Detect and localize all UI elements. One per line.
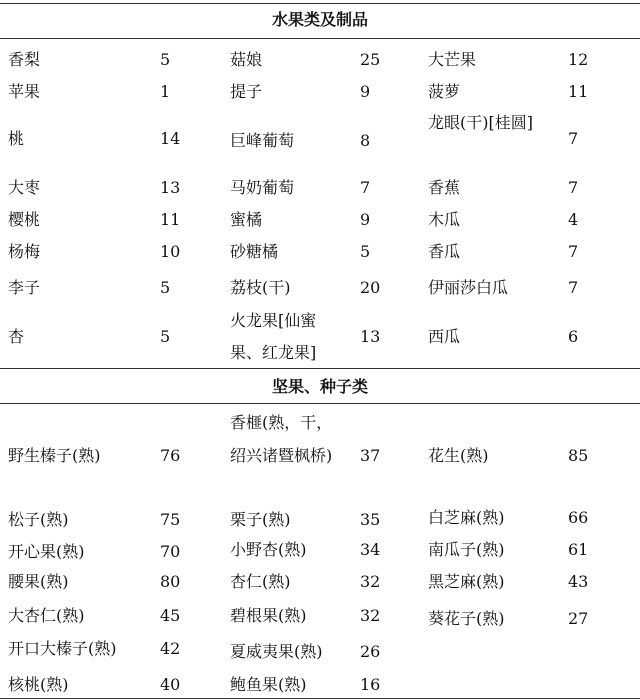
food-name: 杏 xyxy=(8,327,25,346)
food-value: 16 xyxy=(360,675,381,694)
food-value: 7 xyxy=(568,278,579,297)
food-value: 66 xyxy=(568,508,589,527)
food-value: 11 xyxy=(568,82,589,101)
food-value: 25 xyxy=(360,50,381,69)
food-name: 苹果 xyxy=(8,82,41,101)
food-name: 提子 xyxy=(230,82,263,101)
food-value: 27 xyxy=(568,609,589,628)
food-name: 荔枝(干) xyxy=(230,278,291,297)
food-name: 小野杏(熟) xyxy=(230,540,307,559)
food-name: 大芒果 xyxy=(428,50,477,69)
food-value: 32 xyxy=(360,606,381,625)
food-value: 26 xyxy=(360,642,381,661)
food-value: 76 xyxy=(160,446,181,465)
food-value: 80 xyxy=(160,572,181,591)
food-value: 8 xyxy=(360,131,371,150)
food-value: 70 xyxy=(160,542,181,561)
food-value: 4 xyxy=(568,210,579,229)
food-name: 杨梅 xyxy=(8,242,41,261)
food-name: 葵花子(熟) xyxy=(428,609,505,628)
food-name: 腰果(熟) xyxy=(8,572,69,591)
section-rule xyxy=(0,38,640,39)
food-value: 40 xyxy=(160,675,181,694)
food-name: 菇娘 xyxy=(230,50,263,69)
food-value: 45 xyxy=(160,606,181,625)
food-name: 开心果(熟) xyxy=(8,542,85,561)
food-name: 白芝麻(熟) xyxy=(428,508,505,527)
food-name: 马奶葡萄 xyxy=(230,178,295,197)
food-value: 10 xyxy=(160,242,181,261)
section-title-nuts: 坚果、种子类 xyxy=(271,377,368,396)
food-name: 伊丽莎白瓜 xyxy=(428,278,509,297)
food-value: 14 xyxy=(160,129,181,148)
food-value: 5 xyxy=(160,50,171,69)
food-value: 1 xyxy=(160,82,171,101)
food-value: 7 xyxy=(568,178,579,197)
food-value: 9 xyxy=(360,210,371,229)
food-value: 7 xyxy=(568,129,579,148)
food-name: 西瓜 xyxy=(428,327,461,346)
food-name: 杏仁(熟) xyxy=(230,572,291,591)
food-name: 菠萝 xyxy=(428,82,461,101)
food-value: 34 xyxy=(360,540,381,559)
food-name: 鲍鱼果(熟) xyxy=(230,675,307,694)
bottom-rule xyxy=(0,698,640,699)
food-name: 香梨 xyxy=(8,50,41,69)
food-name: 香蕉 xyxy=(428,178,461,197)
food-name: 栗子(熟) xyxy=(230,510,291,529)
food-value: 9 xyxy=(360,82,371,101)
food-value: 6 xyxy=(568,327,579,346)
top-rule xyxy=(0,3,640,4)
food-value: 12 xyxy=(568,50,589,69)
food-value: 85 xyxy=(568,446,589,465)
food-name: 香瓜 xyxy=(428,242,461,261)
food-value: 7 xyxy=(360,178,371,197)
section-rule xyxy=(0,403,640,404)
food-name: 花生(熟) xyxy=(428,446,489,465)
food-value: 43 xyxy=(568,572,589,591)
section-title-fruit: 水果类及制品 xyxy=(271,10,368,29)
food-name: 砂糖橘 xyxy=(230,242,279,261)
food-value: 20 xyxy=(360,278,381,297)
food-name: 夏威夷果(熟) xyxy=(230,642,323,661)
food-value: 13 xyxy=(160,178,181,197)
food-name: 黑芝麻(熟) xyxy=(428,572,505,591)
food-name: 野生榛子(熟) xyxy=(8,446,101,465)
food-name: 松子(熟) xyxy=(8,510,69,529)
food-name: 核桃(熟) xyxy=(8,675,69,694)
food-name: 大枣 xyxy=(8,178,41,197)
food-value: 5 xyxy=(360,242,371,261)
food-name: 木瓜 xyxy=(428,210,461,229)
food-name: 蜜橘 xyxy=(230,210,263,229)
food-value: 5 xyxy=(160,278,171,297)
food-value: 11 xyxy=(160,210,181,229)
food-name: 龙眼(干)[桂圆] xyxy=(428,113,533,132)
food-name: 碧根果(熟) xyxy=(230,606,307,625)
food-name: 李子 xyxy=(8,278,41,297)
section-rule xyxy=(0,368,640,369)
food-name: 香榧(熟，干，绍兴诸暨枫桥) xyxy=(230,413,333,465)
food-value: 37 xyxy=(360,446,381,465)
food-name: 樱桃 xyxy=(8,210,41,229)
food-value: 61 xyxy=(568,540,589,559)
food-value: 13 xyxy=(360,327,381,346)
food-value: 35 xyxy=(360,510,381,529)
food-value: 5 xyxy=(160,327,171,346)
food-value: 42 xyxy=(160,639,181,658)
food-name: 火龙果[仙蜜果、红龙果] xyxy=(230,311,317,362)
food-value: 7 xyxy=(568,242,579,261)
food-value: 75 xyxy=(160,510,181,529)
food-name: 开口大榛子(熟) xyxy=(8,639,117,658)
food-value: 32 xyxy=(360,572,381,591)
food-name: 巨峰葡萄 xyxy=(230,131,295,150)
food-name: 大杏仁(熟) xyxy=(8,606,85,625)
food-name: 南瓜子(熟) xyxy=(428,540,505,559)
food-name: 桃 xyxy=(8,129,25,148)
